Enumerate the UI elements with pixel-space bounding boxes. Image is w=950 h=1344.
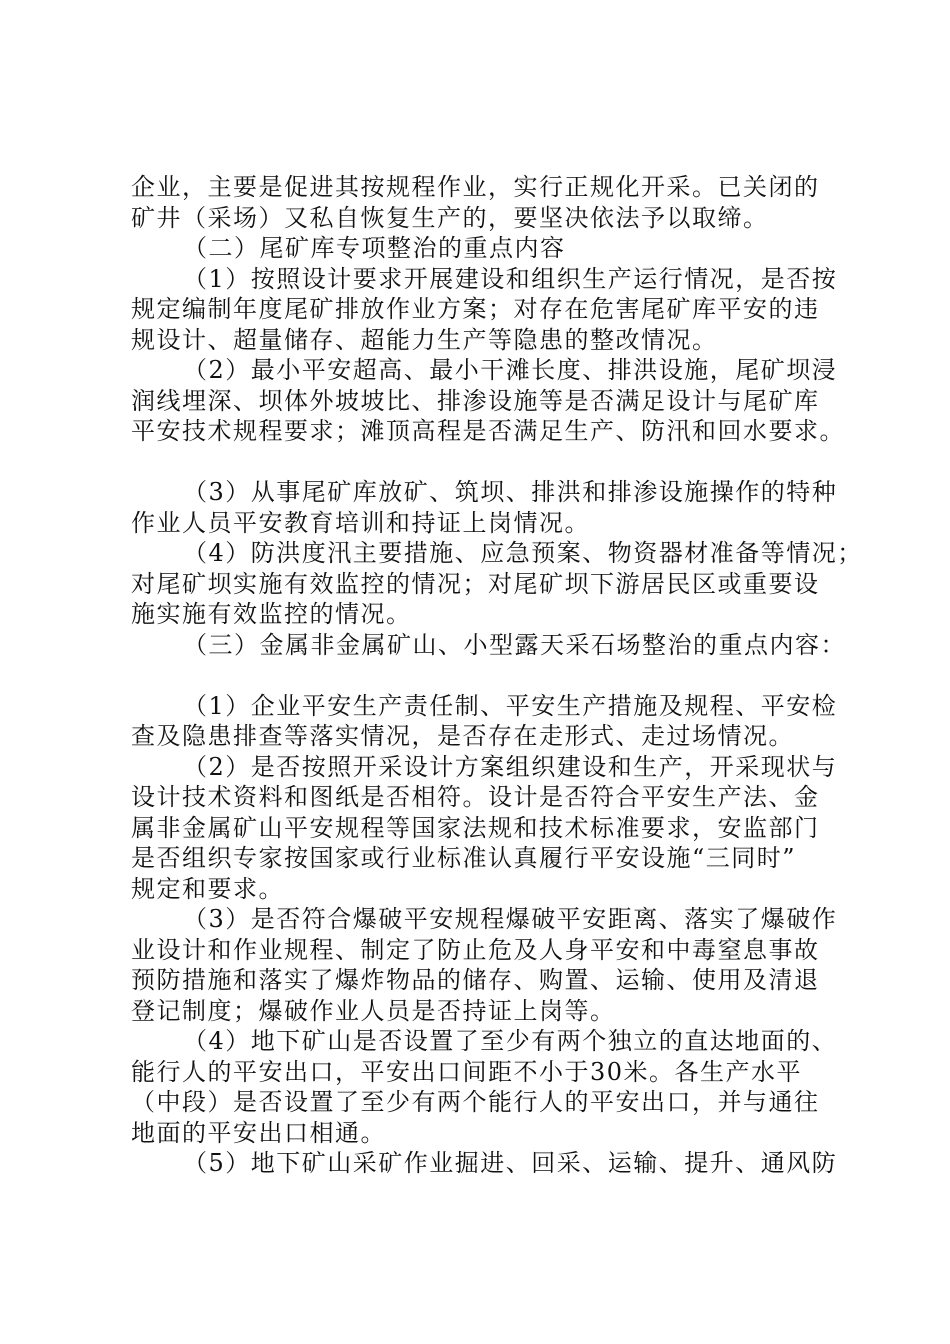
text-line: 矿井（采场）又私自恢复生产的，要坚决依法予以取缔。 — [131, 203, 769, 232]
text-line: 查及隐患排查等落实情况，是否存在走形式、走过场情况。 — [131, 722, 794, 750]
text-line: 平安技术规程要求；滩顶高程是否满足生产、防汛和回水要求。 — [131, 417, 845, 445]
text-line: （2）是否按照开采设计方案组织建设和生产，开采现状与 — [183, 752, 838, 781]
text-line: （3）是否符合爆破平安规程爆破平安距离、落实了爆破作 — [183, 905, 838, 933]
blank-line — [131, 447, 836, 478]
text-line: 能行人的平安出口，平安出口间距不小于30米。各生产水平 — [131, 1057, 803, 1086]
text-line: （2）最小平安超高、最小干滩长度、排洪设施，尾矿坝浸 — [183, 356, 838, 384]
text-line: （中段）是否设置了至少有两个能行人的平安出口，并与通往 — [131, 1088, 820, 1116]
text-line: （3）从事尾矿库放矿、筑坝、排洪和排渗设施操作的特种 — [183, 478, 838, 506]
text-line: （1）企业平安生产责任制、平安生产措施及规程、平安检 — [183, 691, 838, 720]
text-line: 设计技术资料和图纸是否相符。设计是否符合平安生产法、金 — [131, 783, 820, 811]
text-line: （5）地下矿山采矿作业掘进、回采、运输、提升、通风防 — [183, 1149, 838, 1177]
text-line: （1）按照设计要求开展建设和组织生产运行情况，是否按 — [183, 264, 838, 293]
body-text — [131, 172, 863, 1179]
text-line: 对尾矿坝实施有效监控的情况；对尾矿坝下游居民区或重要设 — [131, 569, 820, 598]
text-line: 业设计和作业规程、制定了防止危及人身平安和中毒窒息事故 — [131, 935, 820, 964]
text-line: 地面的平安出口相通。 — [131, 1118, 386, 1147]
text-line: 施实施有效监控的情况。 — [131, 600, 412, 628]
text-line: 规定编制年度尾矿排放作业方案；对存在危害尾矿库平安的违 — [131, 295, 820, 323]
text-line: 预防措施和落实了爆炸物品的储存、购置、运输、使用及清退 — [131, 966, 820, 994]
text-line: 作业人员平安教育培训和持证上岗情况。 — [131, 508, 590, 537]
text-line: 规定和要求。 — [131, 874, 284, 903]
section-heading: （二）尾矿库专项整治的重点内容 — [183, 234, 566, 262]
text-line: 登记制度；爆破作业人员是否持证上岗等。 — [131, 996, 616, 1025]
text-line: 企业，主要是促进其按规程作业，实行正规化开采。已关闭的 — [131, 173, 820, 201]
text-line: 润线埋深、坝体外坡坡比、排渗设施等是否满足设计与尾矿库 — [131, 386, 820, 415]
section-heading: （三）金属非金属矿山、小型露天采石场整治的重点内容： — [183, 630, 846, 659]
text-line: 属非金属矿山平安规程等国家法规和技术标准要求，安监部门 — [131, 813, 820, 842]
blank-line — [131, 660, 836, 691]
text-line: 是否组织专家按国家或行业标准认真履行平安设施“三同时” — [131, 844, 797, 872]
text-line: 规设计、超量储存、超能力生产等隐患的整改情况。 — [131, 325, 718, 354]
text-line: （4）防洪度汛主要措施、应急预案、物资器材准备等情况； — [183, 539, 863, 567]
text-line: （4）地下矿山是否设置了至少有两个独立的直达地面的、 — [183, 1027, 838, 1055]
